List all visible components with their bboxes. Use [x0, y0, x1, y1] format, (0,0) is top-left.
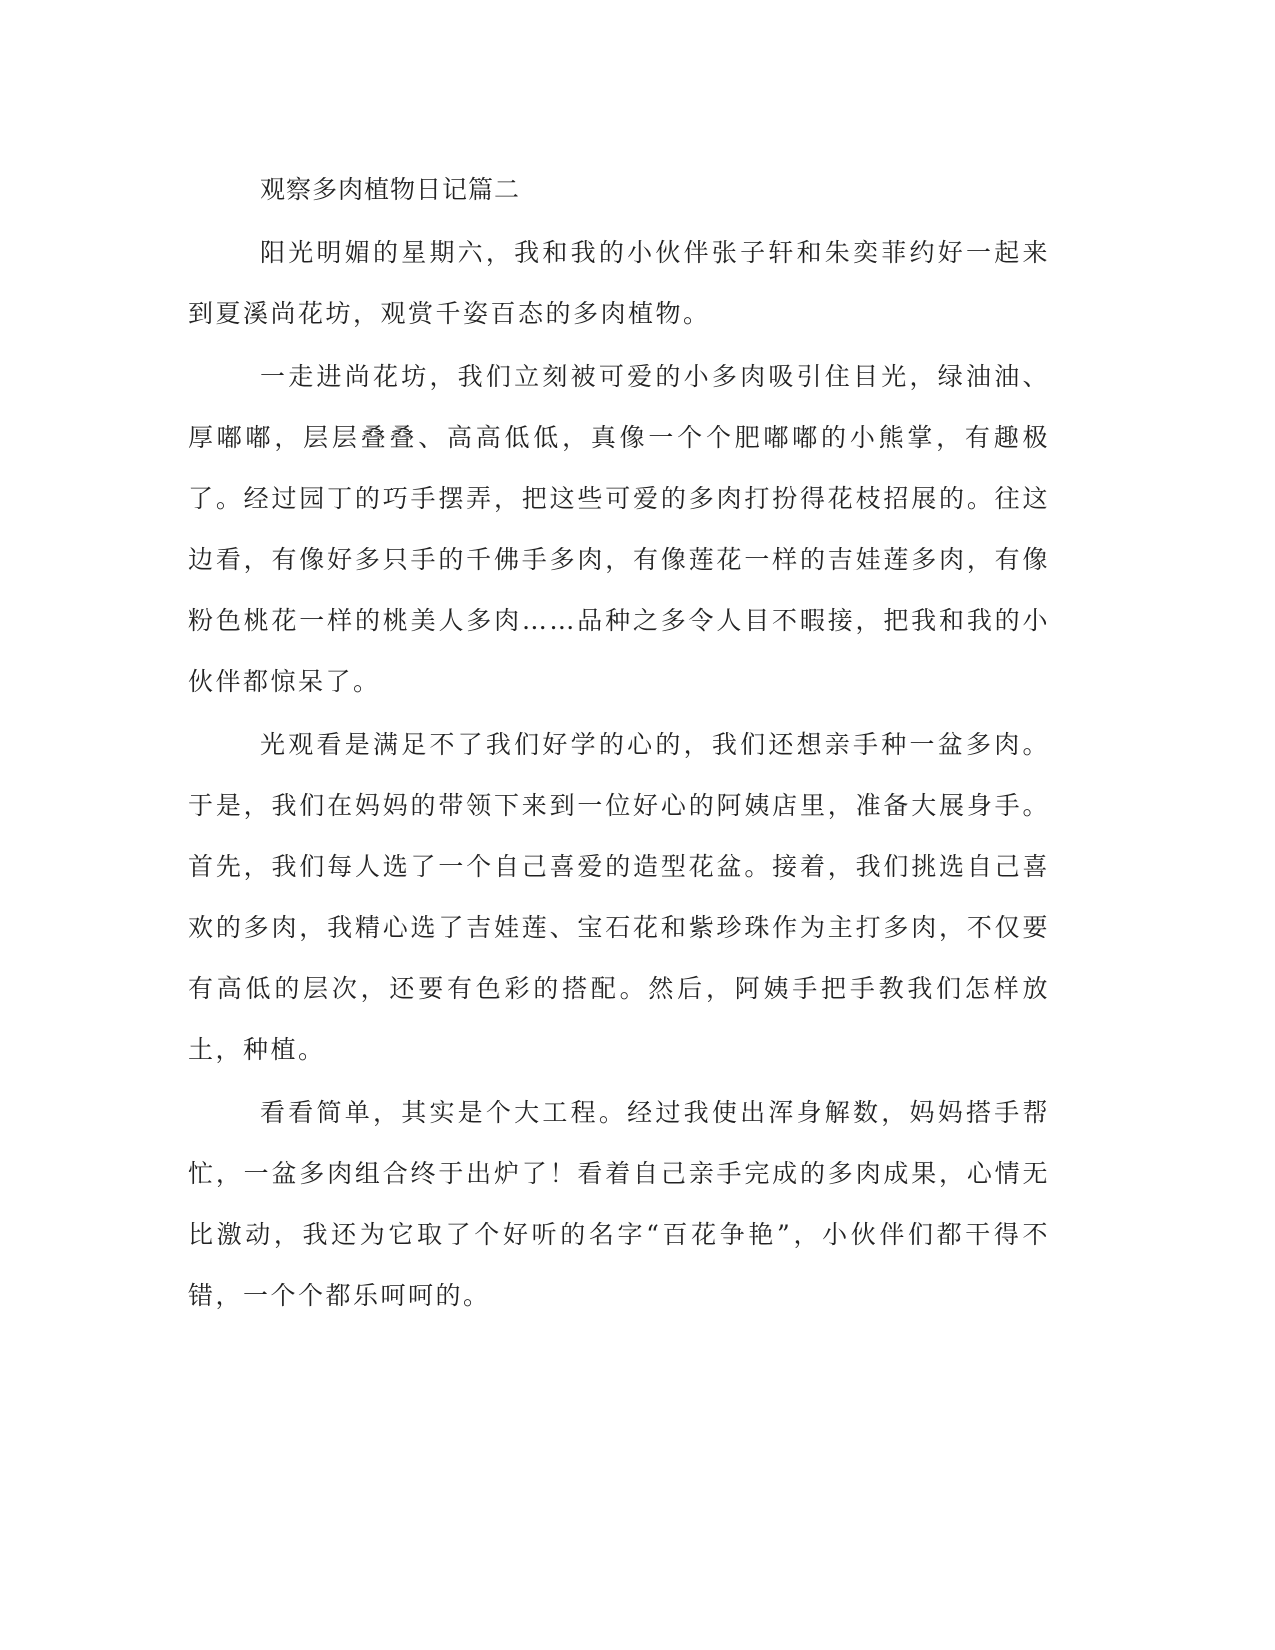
paragraph-1: 阳光明媚的星期六，我和我的小伙伴张子轩和朱奕菲约好一起来到夏溪尚花坊，观赏千姿百态的多肉植物。	[188, 238, 1050, 328]
paragraph-3: 光观看是满足不了我们好学的心的，我们还想亲手种一盆多肉。于是，我们在妈妈的带领下来到一位好心的阿姨店里，准备大展身手。首先，我们每人选了一个自己喜爱的造型花盆。接着，我们挑选自己喜欢的多肉，我精心选了吉娃莲、宝石花和紫珍珠作为主打多肉，不仅要有高低的层次，还要有色彩的搭配。然后，阿姨手把手教我们怎样放土，种植。	[188, 730, 1050, 1064]
paragraph-2: 一走进尚花坊，我们立刻被可爱的小多肉吸引住目光，绿油油、厚嘟嘟，层层叠叠、高高低低，真像一个个肥嘟嘟的小熊掌，有趣极了。经过园丁的巧手摆弄，把这些可爱的多肉打扮得花枝招展的。往这边看，有像好多只手的千佛手多肉，有像莲花一样的吉娃莲多肉，有像粉色桃花一样的桃美人多肉……品种之多令人目不暇接，把我和我的小伙伴都惊呆了。	[188, 362, 1050, 696]
document-body	[188, 160, 1050, 1326]
document-title: 观察多肉植物日记篇二	[260, 175, 521, 204]
paragraph-4: 看看简单，其实是个大工程。经过我使出浑身解数，妈妈搭手帮忙，一盆多肉组合终于出炉了！看着自己亲手完成的多肉成果，心情无比激动，我还为它取了个好听的名字“百花争艳”，小伙伴们都干得不错，一个个都乐呵呵的。	[188, 1098, 1050, 1310]
